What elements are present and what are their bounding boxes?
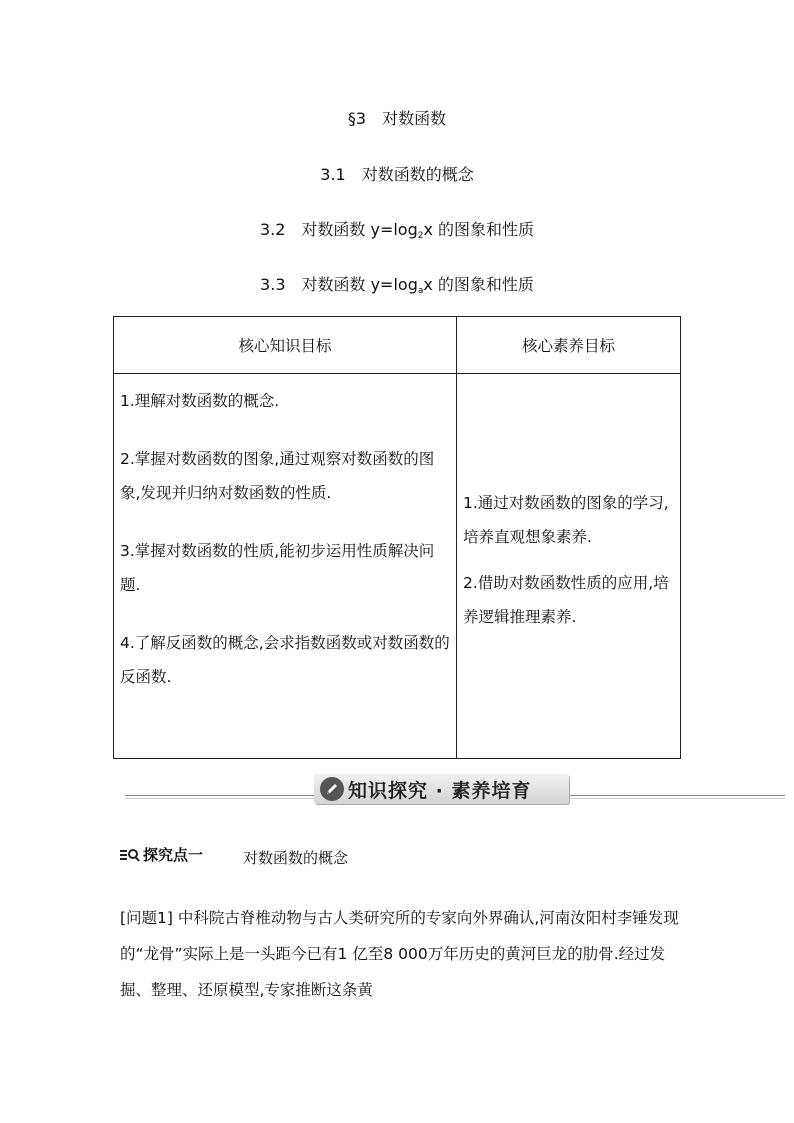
header-knowledge: 核心知识目标 [114, 317, 457, 374]
section-title: §3 对数函数 [347, 109, 447, 128]
knowledge-item: 1.理解对数函数的概念. [120, 392, 280, 410]
explore-label: 探究点一 [143, 846, 204, 864]
question-text: [问题1] 中科院古脊椎动物与古人类研究所的专家向外界确认,河南汝阳村李锤发现的“龙骨”实际上是一头距今已有1 亿至8 000万年历史的黄河巨龙的肋骨.经过发掘、整理、还原模型,专家推断这条黄 [120, 909, 679, 999]
literacy-cell [457, 374, 681, 759]
question-paragraph [120, 900, 680, 1008]
knowledge-cell [114, 374, 457, 759]
pencil-icon [320, 777, 344, 801]
knowledge-item: 4.了解反函数的概念,会求指数函数或对数函数的反函数. [120, 634, 450, 686]
section-banner [314, 774, 569, 804]
goals-table [113, 316, 681, 759]
subsection-3-1: 3.1 对数函数的概念 [320, 165, 474, 184]
literacy-item: 1.通过对数函数的图象的学习,培养直观想象素养. [463, 494, 669, 546]
knowledge-item: 3.掌握对数函数的性质,能初步运用性质解决问题. [120, 542, 435, 594]
explore-point [120, 844, 203, 866]
literacy-item: 2.借助对数函数性质的应用,培养逻辑推理素养. [463, 574, 669, 626]
banner-text: 知识探究 · 素养培育 [348, 780, 532, 802]
subsection-3-3: 3.3 对数函数 $y=\log_ax$ 的图象和性质 [260, 275, 534, 296]
header-literacy: 核心素养目标 [457, 317, 681, 374]
magnifier-icon [120, 848, 140, 866]
knowledge-item: 2.掌握对数函数的图象,通过观察对数函数的图象,发现并归纳对数函数的性质. [120, 450, 435, 502]
subsection-3-2: 3.2 对数函数 $y=\log_2x$ 的图象和性质 [259, 220, 535, 241]
explore-title: 对数函数的概念 [243, 849, 349, 867]
